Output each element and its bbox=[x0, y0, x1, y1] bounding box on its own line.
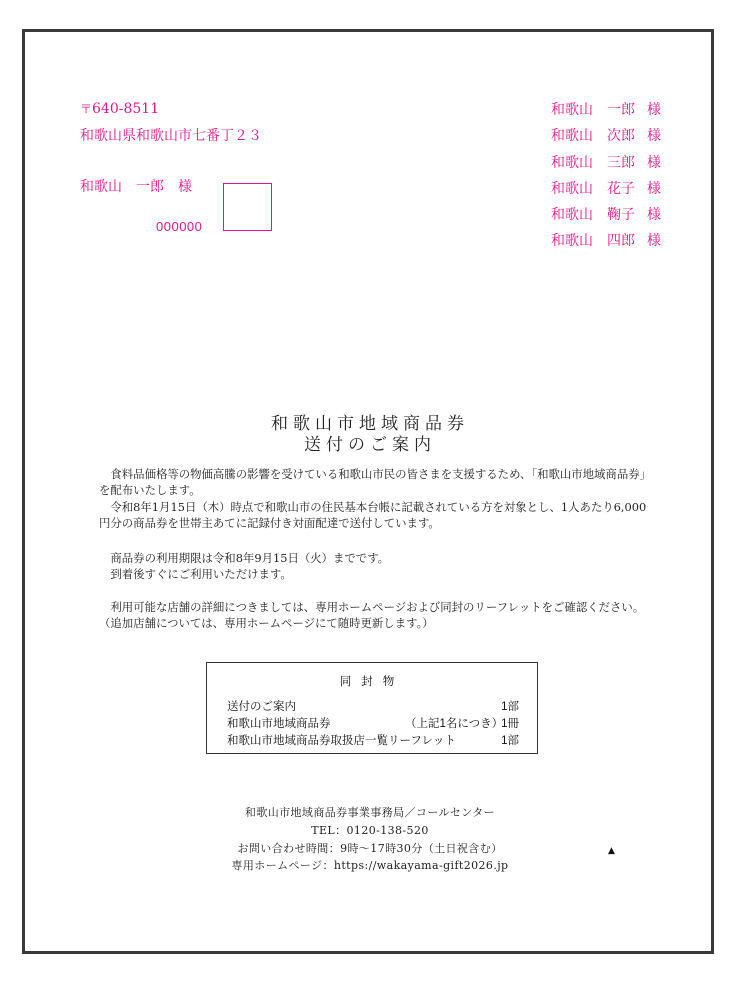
recipient-row: 和歌山 次郎 様 bbox=[551, 128, 661, 145]
recipient-list bbox=[551, 100, 661, 258]
enclosure-item: 和歌山市地域商品券 （上記1名につき） 1冊 bbox=[227, 718, 519, 730]
enclosure-item: 和歌山市地域商品券取扱店一覧リーフレット 1部 bbox=[227, 735, 519, 747]
enclosure-box bbox=[206, 662, 538, 754]
sender-address: 和歌山県和歌山市七番丁２３ bbox=[80, 128, 262, 144]
body-paragraph: 商品券の利用期限は令和8年9月15日（火）までです。 bbox=[110, 551, 390, 565]
title-line-1: 和歌山市地域商品券 bbox=[271, 414, 469, 434]
triangle-mark-icon: ▲ bbox=[608, 846, 615, 856]
customer-number: 000000 bbox=[156, 219, 203, 234]
body-paragraph: 令和8年1月15日（木）時点で和歌山市の住民基本台帳に記載されている方を対象とし、1人あたり6,000円分の商品券を世帯主あてに記録付き対面配達で送付しています。 bbox=[99, 499, 647, 531]
contact-tel: TEL：0120-138-520 bbox=[311, 824, 429, 837]
postal-code-line bbox=[80, 100, 159, 117]
contact-hours: お問い合わせ時間：9時～17時30分（土日祝含む） bbox=[237, 842, 503, 855]
recipient-row: 和歌山 鞠子 様 bbox=[551, 207, 661, 224]
body-paragraph: 到着後すぐにご利用いただけます。 bbox=[110, 567, 292, 582]
recipient-row: 和歌山 三郎 様 bbox=[551, 154, 661, 171]
body-section-3 bbox=[99, 599, 647, 632]
postal-mark-icon: 〒 bbox=[80, 102, 93, 116]
body-paragraph: 食料品価格等の物価高騰の影響を受けている和歌山市民の皆さまを支援するため、「和歌山市地域商品券」を配布いたします。 bbox=[99, 467, 646, 498]
postal-code: 640-8511 bbox=[92, 101, 160, 117]
body-section-2 bbox=[99, 550, 647, 583]
addressee-name: 和歌山 一郎 様 bbox=[80, 179, 192, 195]
recipient-row: 和歌山 花子 様 bbox=[551, 180, 661, 197]
recipient-row: 和歌山 一郎 様 bbox=[551, 102, 661, 118]
recipient-row: 和歌山 四郎 様 bbox=[551, 233, 661, 250]
body-section-1 bbox=[99, 466, 647, 532]
enclosure-item: 送付のご案内 1部 bbox=[227, 701, 519, 713]
stamp-box bbox=[223, 183, 272, 231]
contact-office: 和歌山市地域商品券事業事務局／コールセンター bbox=[244, 806, 496, 819]
body-paragraph: 利用可能な店舗の詳細につきましては、専用ホームページおよび同封のリーフレットをご確認ください。（追加店舗については、専用ホームページにて随時更新します。） bbox=[99, 600, 645, 631]
enclosure-heading: 同封物 bbox=[339, 676, 405, 688]
title-line-2: 送付のご案内 bbox=[304, 435, 436, 455]
contact-homepage: 専用ホームページ：https://wakayama-gift2026.jp bbox=[231, 859, 509, 872]
